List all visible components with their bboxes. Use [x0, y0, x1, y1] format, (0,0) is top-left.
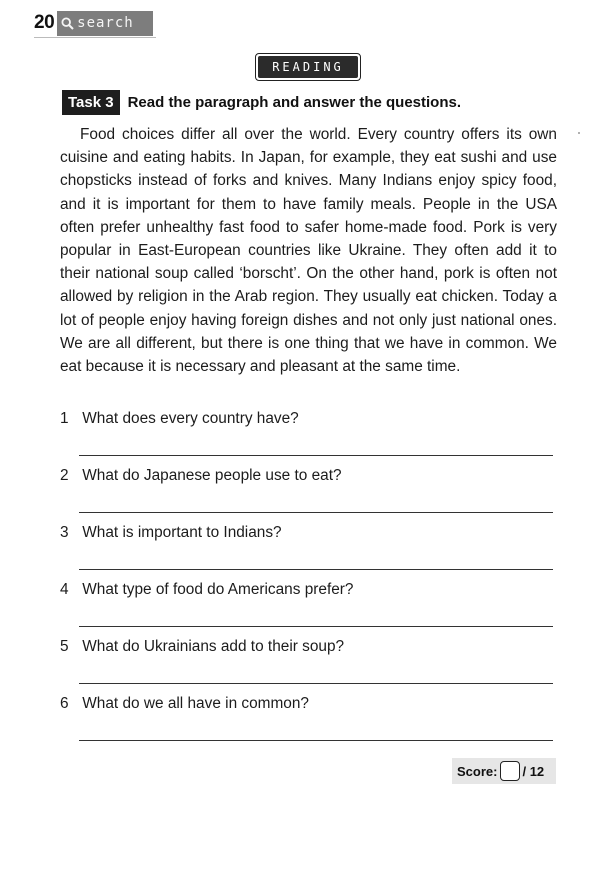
question-text: What do Ukrainians add to their soup? [82, 638, 345, 655]
page-number: 20 [34, 12, 55, 33]
question-5 [60, 638, 344, 656]
answer-line-4[interactable] [79, 626, 553, 627]
answer-line-5[interactable] [79, 683, 553, 684]
answer-line-2[interactable] [79, 512, 553, 513]
section-badge [255, 53, 361, 81]
question-6 [60, 695, 309, 713]
page-header [34, 10, 153, 36]
reading-paragraph: Food choices differ all over the world. Every country offers its own cuisine and eating habits. In Japan, for example, they eat sushi and use chopsticks instead of forks and knives. Many Indians enjoy spicy food, and it is important for them to have family meals. People in the USA often prefer unhealthy fast food to safer home-made food. Pork is very popular in East-European countries like Ukraine. They often add it to their national soup called ‘borscht’. On the other hand, pork is often not allowed by religion in the Arab region. They usually eat chicken. Today a lot of people enjoy having foreign dishes and not only just national ones. We are all different, but there is one thing that we have in common. We eat because it is necessary and pleasant at the same time. [60, 126, 557, 376]
question-number: 2 [60, 467, 69, 484]
score-panel [452, 758, 556, 784]
magnifier-icon [61, 17, 74, 30]
score-input-box[interactable] [500, 761, 520, 781]
section-badge-label: READING [258, 56, 358, 78]
search-box[interactable] [57, 11, 153, 36]
question-text: What do we all have in common? [82, 695, 309, 712]
task-heading [62, 90, 461, 115]
question-2 [60, 467, 342, 485]
question-3 [60, 524, 282, 542]
question-text: What does every country have? [82, 410, 299, 427]
question-number: 6 [60, 695, 69, 712]
task-instruction: Read the paragraph and answer the questions. [127, 94, 461, 111]
header-rule [34, 37, 156, 38]
question-4 [60, 581, 353, 599]
question-1 [60, 410, 299, 428]
answer-line-6[interactable] [79, 740, 553, 741]
score-label: Score: [457, 763, 498, 779]
question-number: 1 [60, 410, 69, 427]
question-number: 4 [60, 581, 69, 598]
answer-line-1[interactable] [79, 455, 553, 456]
task-label: Task 3 [62, 90, 120, 115]
search-label: search [77, 15, 134, 31]
score-total: / 12 [522, 763, 545, 779]
question-number: 5 [60, 638, 69, 655]
question-text: What type of food do Americans prefer? [82, 581, 354, 598]
print-speck [578, 132, 580, 134]
answer-line-3[interactable] [79, 569, 553, 570]
question-text: What do Japanese people use to eat? [82, 467, 342, 484]
question-text: What is important to Indians? [82, 524, 282, 541]
question-number: 3 [60, 524, 69, 541]
